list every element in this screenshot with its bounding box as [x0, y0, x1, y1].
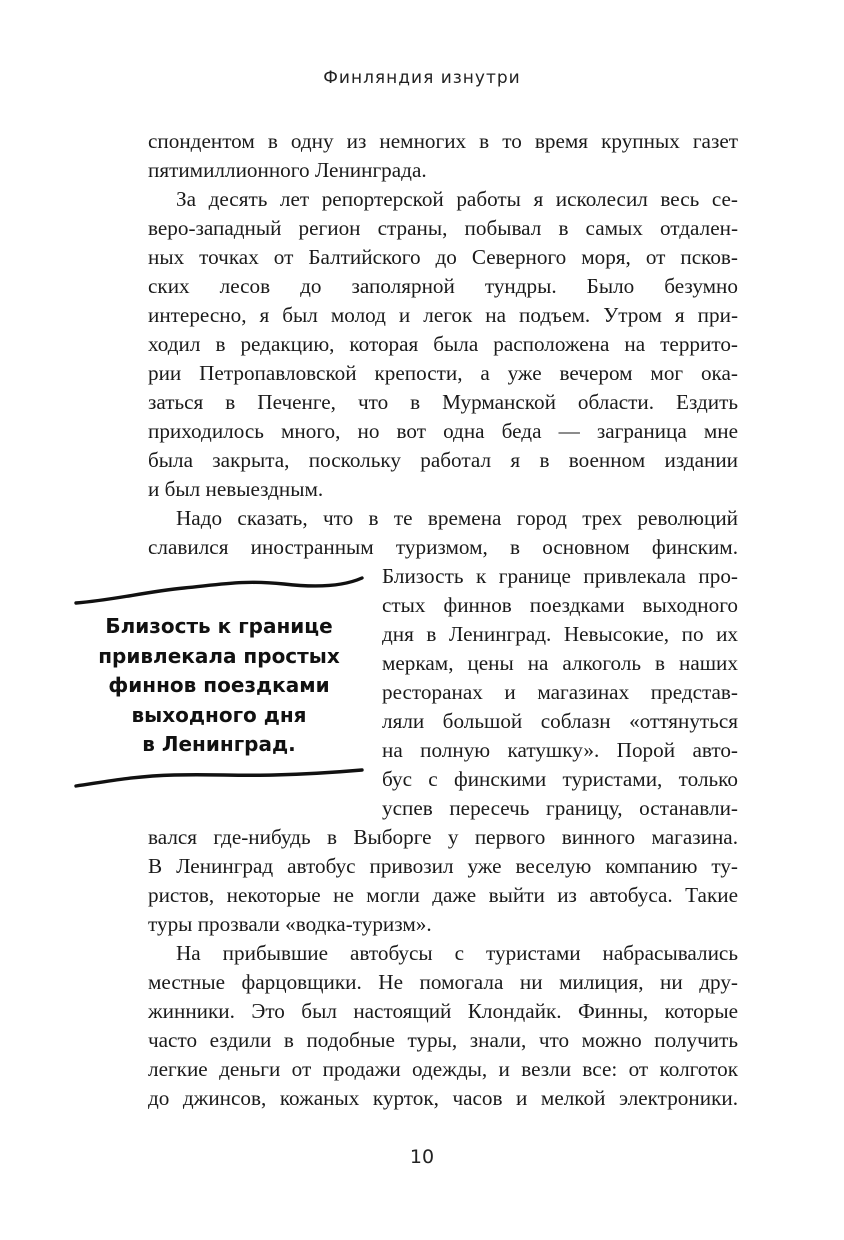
running-title: Финляндия изнутри [323, 68, 521, 88]
text-line: интересно, я был молод и легок на подъем. Утром я при- [148, 303, 738, 327]
pull-quote-line: финнов поездками [108, 673, 330, 697]
text-line: легкие деньги от продажи одежды, и везли все: от колготок [148, 1057, 738, 1081]
text-line: жинники. Это был настоящий Клондайк. Финны, которые [148, 999, 738, 1023]
text-line: дня в Ленинград. Невысокие, по их [382, 622, 738, 646]
text-line: вался где-нибудь в Выборге у первого винного магазина. [148, 825, 738, 849]
text-line: славился иностранным туризмом, в основном финским. [148, 535, 738, 559]
text-line: часто ездили в подобные туры, знали, что можно получить [148, 1028, 738, 1052]
text-line: заться в Печенге, что в Мурманской области. Ездить [148, 390, 738, 414]
pull-quote-line: привлекала простых [98, 643, 340, 668]
text-line: ресторанах и магазинах представ- [382, 680, 738, 704]
text-line: пятимиллионного Ленинграда. [148, 158, 427, 182]
text-line: на полную катушку». Порой авто- [382, 738, 738, 762]
pull-quote [78, 612, 360, 760]
text-line: меркам, цены на алкоголь в наших [382, 651, 738, 675]
text-line: В Ленинград автобус привозил уже веселую компанию ту- [148, 854, 738, 878]
text-line: успев пересечь границу, останавли- [382, 796, 738, 820]
text-line: спондентом в одну из немногих в то время крупных газет [148, 129, 738, 153]
text-line: За десять лет репортерской работы я исколесил весь се- [176, 187, 738, 211]
pull-quote-line: Близость к границе [105, 614, 333, 638]
text-line: была закрыта, поскольку работал я в военном издании [148, 448, 738, 472]
text-line: и был невыездным. [148, 477, 324, 501]
text-line: ходил в редакцию, которая была расположена на террито- [148, 332, 738, 356]
text-line: ных точках от Балтийского до Северного моря, от псков- [148, 245, 738, 269]
text-line: местные фарцовщики. Не помогала ни милиция, ни дру- [148, 970, 738, 994]
text-line: ляли большой соблазн «оттянуться [382, 709, 738, 733]
text-line: ских лесов до заполярной тундры. Было безумно [148, 274, 738, 298]
text-line: ристов, некоторые не могли даже выйти из автобуса. Такие [148, 883, 738, 907]
text-line: стых финнов поездками выходного [382, 593, 738, 617]
text-line: рии Петропавловской крепости, а уже вечером мог ока- [148, 361, 738, 385]
pull-quote-line: в Ленинград. [142, 732, 296, 756]
wave-divider-bottom [74, 762, 364, 802]
text-line: туры прозвали «водка-туризм». [148, 912, 432, 936]
pull-quote-line: выходного дня [131, 702, 307, 727]
text-line: Близость к границе привлекала про- [382, 564, 738, 588]
text-line: веро-западный регион страны, побывал в самых отдален- [148, 216, 738, 240]
text-line: Надо сказать, что в те времена город трех революций [176, 506, 738, 530]
text-line: до джинсов, кожаных курток, часов и мелкой электроники. [148, 1086, 738, 1110]
text-line: приходилось много, но вот одна беда — заграница мне [148, 419, 738, 443]
wave-divider-top [74, 570, 364, 610]
page-number: 10 [409, 1146, 435, 1168]
text-line: На прибывшие автобусы с туристами набрасывались [176, 941, 738, 965]
text-line: бус с финскими туристами, только [382, 767, 738, 791]
